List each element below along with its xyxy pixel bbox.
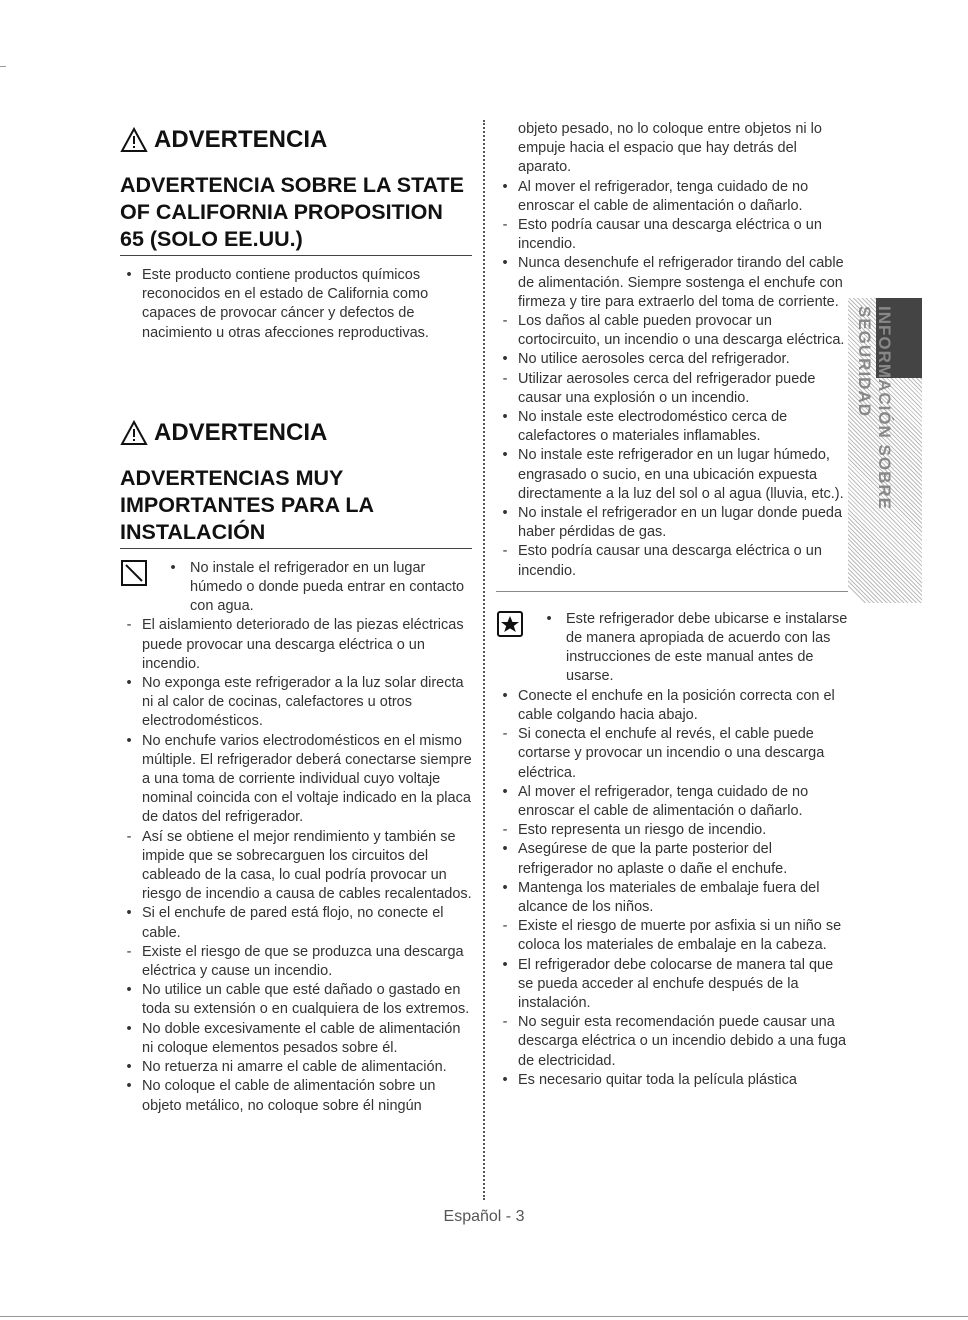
list-item: objeto pesado, no lo coloque entre objetos ni lo empuje hacia el espacio que hay detrás del aparato.	[518, 121, 822, 176]
list-item: • No coloque el cable de alimentación sobre un objeto metálico, no coloque sobre él ningún	[126, 1078, 436, 1114]
list-item: • Si el enchufe de pared está flojo, no conecte el cable.	[126, 905, 444, 941]
list-item: - Utilizar aerosoles cerca del refrigerador puede causar una explosión o un incendio.	[502, 370, 816, 406]
corner-mark	[0, 66, 6, 67]
no-water-block	[120, 559, 472, 617]
star-note-icon	[496, 610, 524, 640]
right-list-a	[496, 120, 848, 581]
list-item: - Esto podría causar una descarga eléctrica o un incendio.	[502, 217, 822, 253]
list-item: • No instale este electrodoméstico cerca de calefactores o materiales inflamables.	[502, 409, 788, 445]
list-item: • No exponga este refrigerador a la luz solar directa ni al calor de cocinas, calefactores u otros electrodomésticos.	[126, 675, 464, 730]
divider	[496, 591, 848, 592]
page-number: Español - 3	[443, 1208, 525, 1225]
list-item: - Si conecta el enchufe al revés, el cable puede cortarse y provocar un incendio o una descarga eléctrica.	[502, 726, 825, 781]
section-side-tab	[848, 298, 922, 603]
list-item: • El refrigerador debe colocarse de manera tal que se pueda acceder al enchufe después de la instalación.	[502, 956, 834, 1011]
list-item: • No instale el refrigerador en un lugar donde pueda haber pérdidas de gas.	[502, 505, 843, 541]
list-item: • Es necesario quitar toda la película plástica	[502, 1071, 797, 1088]
list-item: • Este refrigerador debe ubicarse e instalarse de manera apropiada de acuerdo con las instrucciones de este manual antes de usarse.	[546, 610, 848, 685]
list-item: • Nunca desenchufe el refrigerador tirando del cable de alimentación. Siempre sostenga el enchufe con firmeza y tire para extraerlo del toma de corriente.	[502, 255, 844, 310]
list-item: • No retuerza ni amarre el cable de alimentación.	[126, 1059, 447, 1076]
prohibited-icon	[120, 559, 148, 589]
list-item: • No enchufe varios electrodomésticos en el mismo múltiple. El refrigerador deberá conectarse siempre a una toma de corriente individual cuyo voltaje nominal coincida con el voltaje indicado en la placa de datos del refrigerador.	[126, 732, 472, 826]
list-item: • No utilice un cable que esté dañado o gastado en toda su extensión o en cualquiera de los extremos.	[126, 982, 470, 1018]
list-item: • Asegúrese de que la parte posterior del refrigerador no aplaste o dañe el enchufe.	[502, 841, 788, 877]
left-column	[120, 126, 472, 1116]
list-item: - Existe el riesgo de que se produzca una descarga eléctrica y cause un incendio.	[126, 943, 464, 980]
warning-triangle-icon	[120, 420, 148, 446]
list-item: - Esto representa un riesgo de incendio.	[502, 822, 767, 839]
list-item: • No utilice aerosoles cerca del refrigerador.	[502, 351, 790, 368]
bottom-rule	[0, 1316, 968, 1317]
list-item: • No doble excesivamente el cable de alimentación ni coloque elementos pesados sobre él.	[126, 1020, 461, 1056]
warning-heading-2: ADVERTENCIA	[120, 419, 472, 447]
list-item: - Esto podría causar una descarga eléctrica o un incendio.	[502, 543, 822, 579]
installation-list	[120, 616, 472, 1115]
side-tab-label: INFORMACIÓN SOBRE SEGURIDAD	[855, 306, 894, 510]
list-item: - Así se obtiene el mejor rendimiento y también se impide que se sobrecarguen los circuitos del cableado de la casa, lo cual podría provocar un riesgo de incendio a causa de cables recalentados.	[126, 828, 472, 903]
right-column	[496, 120, 848, 1090]
list-item: • Conecte el enchufe en la posición correcta con el cable colgando hacia abajo.	[502, 687, 835, 723]
list-item: • Al mover el refrigerador, tenga cuidado de no enroscar el cable de alimentación o dañarlo.	[502, 178, 809, 214]
section-title-installation: ADVERTENCIAS MUY IMPORTANTES PARA LA INSTALACIÓN	[120, 465, 472, 549]
prop65-list	[120, 266, 472, 343]
list-item: - El aislamiento deteriorado de las piezas eléctricas puede provocar una descarga eléctrica o un incendio.	[126, 617, 464, 672]
warning-heading-1: ADVERTENCIA	[120, 126, 472, 154]
list-item: - Existe el riesgo de muerte por asfixia si un niño se coloca los materiales de embalaje en la cabeza.	[502, 918, 842, 954]
right-list-b	[496, 687, 848, 1090]
list-item: • Mantenga los materiales de embalaje fuera del alcance de los niños.	[502, 879, 820, 915]
column-divider	[483, 120, 485, 1200]
list-item: • Este producto contiene productos químicos reconocidos en el estado de California como capaces de provocar cáncer y defectos de nacimiento u otras afecciones reproductivas.	[126, 267, 429, 341]
warning-triangle-icon	[120, 127, 148, 153]
manual-block	[496, 610, 848, 687]
list-item: - Los daños al cable pueden provocar un cortocircuito, un incendio o una descarga eléctrica.	[502, 313, 845, 349]
section-title-prop65: ADVERTENCIA SOBRE LA STATE OF CALIFORNIA PROPOSITION 65 (SOLO EE.UU.)	[120, 172, 472, 256]
list-item: • Al mover el refrigerador, tenga cuidado de no enroscar el cable de alimentación o dañarlo.	[502, 783, 809, 819]
list-item: • No instale el refrigerador en un lugar húmedo o donde pueda entrar en contacto con agua.	[170, 559, 465, 615]
list-item: • No instale este refrigerador en un lugar húmedo, engrasado o sucio, en una ubicación expuesta directamente a la luz del sol o al agua (lluvia, etc.).	[502, 447, 844, 502]
list-item: - No seguir esta recomendación puede causar una descarga eléctrica o un incendio debido a una fuga de electricidad.	[502, 1014, 847, 1069]
